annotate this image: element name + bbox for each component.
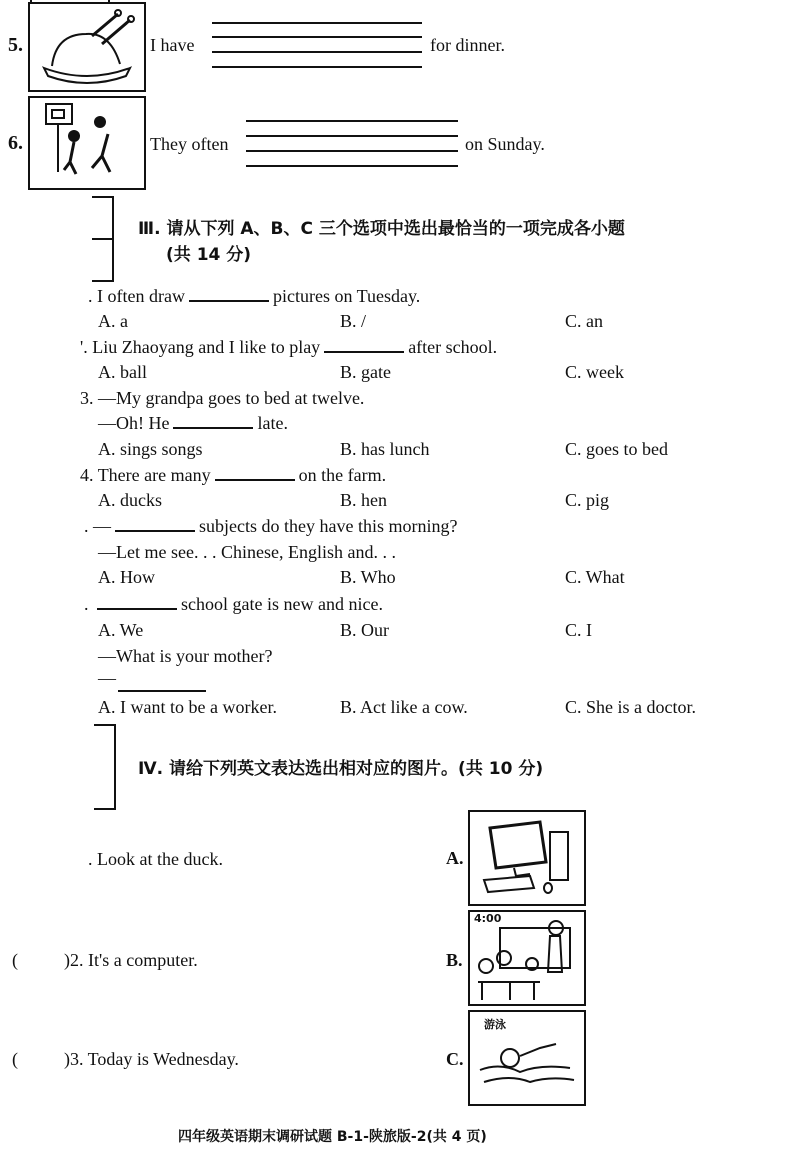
sentence-end: on Sunday. xyxy=(465,134,545,154)
writing-line xyxy=(212,36,422,38)
option-c[interactable]: C. I xyxy=(565,620,592,640)
answer-blank[interactable] xyxy=(118,690,206,692)
option-b[interactable]: B. Act like a cow. xyxy=(340,697,468,717)
option-c[interactable]: C. week xyxy=(565,362,624,382)
writing-line xyxy=(246,135,458,137)
writing-line xyxy=(246,120,458,122)
option-b[interactable]: B. hen xyxy=(340,490,387,510)
classroom-picture[interactable] xyxy=(468,910,586,1006)
computer-picture[interactable] xyxy=(468,810,586,906)
question-stem: . school gate is new and nice. xyxy=(84,594,383,614)
picture-label-b: B. xyxy=(446,950,463,970)
option-a[interactable]: A. I want to be a worker. xyxy=(98,697,277,717)
question-stem: '. Liu Zhaoyang and I like to play after school. xyxy=(80,337,498,357)
picture-label-c: C. xyxy=(446,1049,464,1069)
question-number: 6. xyxy=(8,132,23,154)
match-item-1: . Look at the duck. xyxy=(88,849,223,869)
match-item-3: )3. Today is Wednesday. xyxy=(64,1049,239,1069)
score-box xyxy=(94,724,116,810)
basketball-icon xyxy=(28,96,146,190)
option-c[interactable]: C. pig xyxy=(565,490,610,510)
score-box-divider xyxy=(92,238,112,240)
option-b[interactable]: B. / xyxy=(340,311,367,331)
writing-line xyxy=(246,165,458,167)
clock-time: 4:00 xyxy=(474,912,502,925)
writing-line xyxy=(212,22,422,24)
question-stem-line2: —Let me see. . . Chinese, English and. . . xyxy=(98,542,396,562)
option-a[interactable]: A. How xyxy=(98,567,155,587)
answer-paren-open[interactable]: ( xyxy=(12,1049,18,1069)
picture-caption: 游泳 xyxy=(484,1018,506,1031)
answer-blank[interactable] xyxy=(324,337,404,353)
option-b[interactable]: B. gate xyxy=(340,362,391,382)
option-c[interactable]: C. goes to bed xyxy=(565,439,668,459)
question-stem: . I often draw pictures on Tuesday. xyxy=(88,286,421,306)
page-footer: 四年级英语期末调研试题 B-1-陕旅版-2(共 4 页) xyxy=(178,1129,487,1145)
sentence-start: I have xyxy=(150,35,195,55)
swimming-picture[interactable] xyxy=(468,1010,586,1106)
option-a[interactable]: A. ball xyxy=(98,362,147,382)
section-title: Ⅳ. 请给下列英文表达选出相对应的图片。(共 10 分) xyxy=(138,759,544,779)
question-stem: 4. There are many on the farm. xyxy=(80,465,387,485)
option-a[interactable]: A. sings songs xyxy=(98,439,203,459)
question-stem: . — subjects do they have this morning? xyxy=(84,516,458,536)
answer-blank[interactable] xyxy=(189,286,269,302)
match-item-2: )2. It's a computer. xyxy=(64,950,198,970)
question-stem: —What is your mother? xyxy=(98,646,273,666)
writing-line xyxy=(246,150,458,152)
question-stem-line2: — xyxy=(98,668,116,688)
section-title: Ⅲ. 请从下列 A、B、C 三个选项中选出最恰当的一项完成各小题 xyxy=(138,219,625,239)
answer-blank[interactable] xyxy=(97,594,177,610)
answer-paren-open[interactable]: ( xyxy=(12,950,18,970)
sentence-start: They often xyxy=(150,134,229,154)
option-a[interactable]: A. We xyxy=(98,620,144,640)
answer-blank[interactable] xyxy=(173,413,253,429)
option-b[interactable]: B. Who xyxy=(340,567,396,587)
option-c[interactable]: C. an xyxy=(565,311,603,331)
writing-line xyxy=(212,51,422,53)
sentence-end: for dinner. xyxy=(430,35,505,55)
option-b[interactable]: B. Our xyxy=(340,620,389,640)
option-c[interactable]: C. She is a doctor. xyxy=(565,697,696,717)
option-b[interactable]: B. has lunch xyxy=(340,439,430,459)
option-c[interactable]: C. What xyxy=(565,567,625,587)
question-number: 5. xyxy=(8,34,23,56)
roast-chicken-icon xyxy=(28,2,146,92)
question-stem-line2: —Oh! He late. xyxy=(98,413,288,433)
writing-line xyxy=(212,66,422,68)
picture-label-a: A. xyxy=(446,848,464,868)
answer-blank[interactable] xyxy=(115,516,195,532)
answer-blank[interactable] xyxy=(215,465,295,481)
option-a[interactable]: A. a xyxy=(98,311,128,331)
section-score: (共 14 分) xyxy=(166,245,252,265)
question-stem: 3. —My grandpa goes to bed at twelve. xyxy=(80,388,365,408)
option-a[interactable]: A. ducks xyxy=(98,490,162,510)
